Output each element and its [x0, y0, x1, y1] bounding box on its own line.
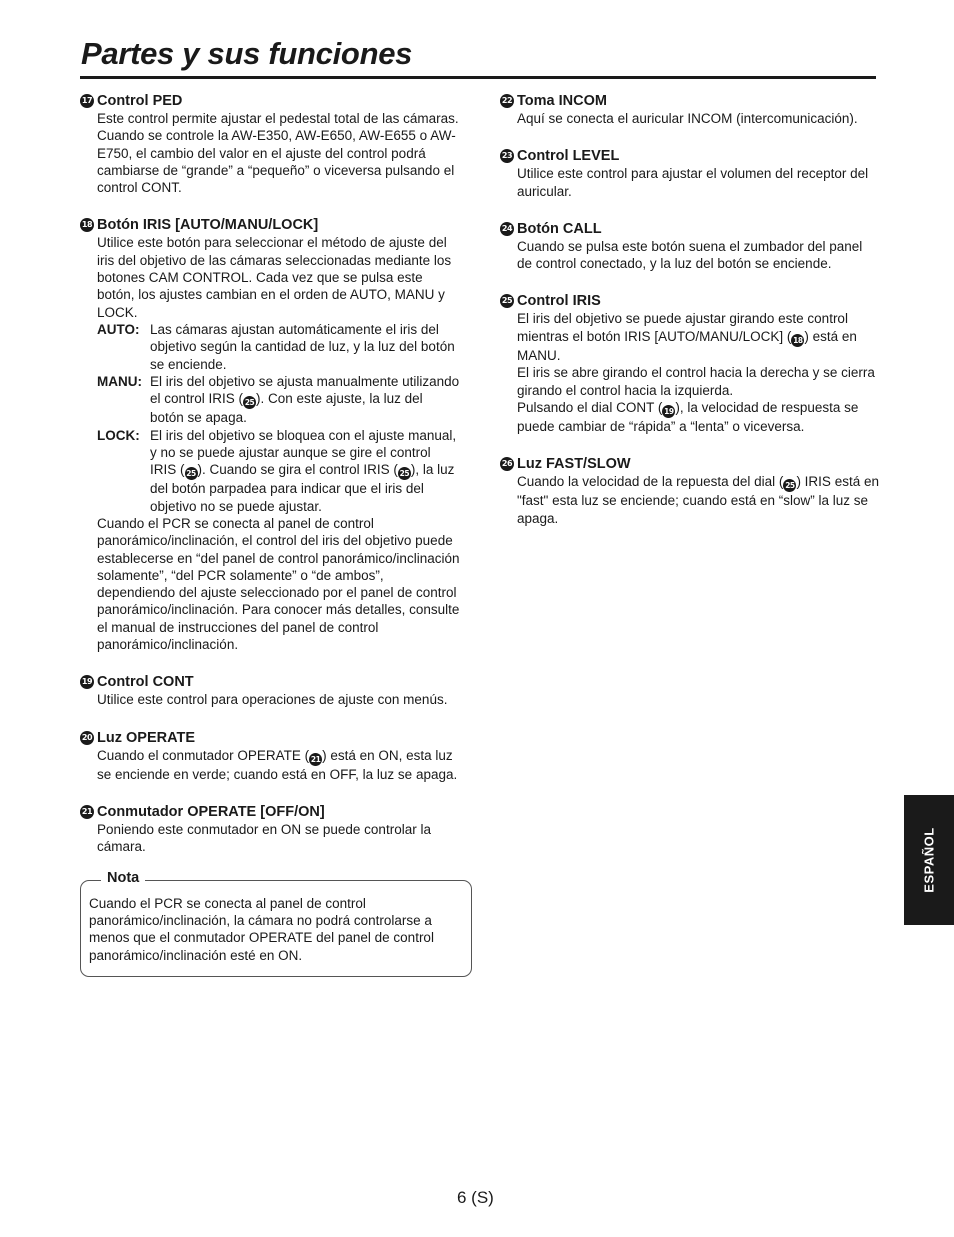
section-heading [80, 729, 460, 747]
text-fragment: ) está en ON, esta luz se enciende en verde; cuando está en OFF, la luz se apaga. [97, 747, 458, 782]
section-heading [500, 147, 880, 165]
paragraph [97, 747, 460, 783]
text-fragment: ) está en MANU. [517, 328, 857, 363]
paragraph: Utilice este control para operaciones de ajuste con menús. [97, 692, 448, 708]
paragraph: Cuando se pulsa este botón suena el zumbador del panel de control conectado, y la luz del botón se enciende. [517, 238, 863, 272]
reference-badge: 18 [791, 334, 804, 347]
page-title: Partes y sus funciones [81, 36, 413, 71]
section-body [80, 821, 460, 856]
heading-text: Botón CALL [517, 220, 602, 237]
paragraph: Cuando se controle la AW-E350, AW-E650, AW-E655 o AW-E750, el cambio del valor en el ajuste del control podrá cambiarse de “grande” a “pequeño” o viceversa pulsando el control CONT. [97, 128, 456, 196]
paragraph [517, 399, 880, 435]
item-number-badge: 23 [500, 149, 514, 163]
section-heading [500, 220, 880, 238]
section-body [500, 110, 880, 127]
item-number-badge: 26 [500, 457, 514, 471]
definition-lock [97, 427, 460, 515]
section-body [80, 110, 460, 196]
definition-desc: Las cámaras ajustan automáticamente el iris del objetivo según la cantidad de luz, y la luz del botón se enciende. [150, 321, 455, 372]
section-luz-fast-slow [500, 455, 880, 527]
text-fragment: ), la velocidad de respuesta se puede cambiar de “rápida” a “lenta” o viceversa. [517, 399, 859, 434]
item-number-badge: 21 [80, 805, 94, 819]
section-body [80, 691, 460, 708]
heading-text: Control LEVEL [517, 148, 620, 165]
section-heading [500, 92, 880, 110]
text-fragment: El iris del objetivo se puede ajustar girando este control mientras el botón IRIS [AUTO/MANU/LOCK] ( [517, 311, 848, 344]
paragraph: Utilice este botón para seleccionar el método de ajuste del iris del objetivo de las cámaras seleccionadas mediante los botones CAM CONTROL. Cada vez que se pulsa este botón, los ajustes cambian en el orden de AUTO, MANU y LOCK. [97, 235, 452, 320]
section-body [500, 165, 880, 200]
section-body [500, 238, 880, 273]
section-conmutador-operate [80, 803, 460, 856]
heading-text: Conmutador OPERATE [OFF/ON] [97, 804, 325, 821]
item-number-badge: 17 [80, 94, 94, 108]
section-luz-operate [80, 729, 460, 783]
section-heading [500, 292, 880, 310]
paragraph: Aquí se conecta el auricular INCOM (intercomunicación). [517, 111, 858, 126]
reference-badge: 25 [783, 479, 796, 492]
note-text: Cuando el PCR se conecta al panel de control panorámico/inclinación, la cámara no podrá controlarse a menos que el conmutador OPERATE del panel de control panorámico/inclinación esté en ON. [89, 895, 434, 963]
section-control-ped [80, 92, 460, 196]
item-number-badge: 19 [80, 675, 94, 689]
definition-desc [150, 373, 460, 427]
heading-text: Botón IRIS [AUTO/MANU/LOCK] [97, 217, 319, 234]
note-label: Nota [101, 870, 145, 887]
heading-text: Control IRIS [517, 293, 601, 310]
section-boton-call [500, 220, 880, 273]
section-body [80, 234, 460, 653]
section-heading [80, 92, 460, 110]
section-control-cont [80, 673, 460, 708]
section-toma-incom [500, 92, 880, 127]
definition-desc [150, 427, 460, 515]
section-body [500, 473, 880, 527]
definition-term: MANU: [97, 373, 142, 389]
section-control-level [500, 147, 880, 200]
section-heading [80, 673, 460, 691]
note-box [80, 869, 472, 977]
text-fragment: ). Con este ajuste, la luz del botón se apaga. [150, 391, 423, 426]
definition-term: LOCK: [97, 427, 140, 443]
title-rule [80, 76, 876, 79]
item-number-badge: 25 [500, 294, 514, 308]
section-heading [500, 455, 880, 473]
section-body [80, 747, 460, 783]
text-fragment: Cuando la velocidad de la repuesta del dial ( [517, 474, 784, 490]
heading-text: Luz FAST/SLOW [517, 456, 631, 473]
heading-text: Toma INCOM [517, 93, 607, 109]
definition-manu [97, 373, 460, 427]
paragraph: Cuando el PCR se conecta al panel de control panorámico/inclinación, el control del iris del objetivo puede establecerse en “del panel de control panorámico/inclinación solamente”, “del PCR solamente” o “de ambos”, dependiendo del ajuste seleccionado por el panel de control panorámico/inclinación. Para conocer más detalles, consulte el manual de instrucciones del panel de control panorámico/inclinación. [97, 515, 460, 652]
section-body [500, 310, 880, 435]
section-control-iris [500, 292, 880, 435]
text-fragment: ). Cuando se gira el control IRIS ( [197, 462, 398, 478]
definition-auto [97, 321, 460, 373]
item-number-badge: 22 [500, 94, 514, 108]
text-fragment: ), la luz del botón parpadea para indicar que el iris del objetivo no se puede ajustar. [150, 462, 455, 514]
definition-term: AUTO: [97, 321, 140, 337]
text-fragment: El iris del objetivo se bloquea con el ajuste manual, y no se puede ajustar aunque se gire el control IRIS ( [150, 427, 457, 478]
paragraph: Este control permite ajustar el pedestal total de las cámaras. [97, 111, 459, 126]
right-column [500, 92, 880, 547]
paragraph [517, 310, 880, 364]
language-tab [904, 795, 954, 925]
paragraph [517, 473, 880, 527]
heading-text: Luz OPERATE [97, 729, 196, 746]
text-fragment: Cuando el conmutador OPERATE ( [97, 747, 310, 763]
section-heading [80, 216, 460, 234]
paragraph: Utilice este control para ajustar el volumen del receptor del auricular. [517, 166, 869, 199]
section-boton-iris [80, 216, 460, 653]
item-number-badge: 24 [500, 222, 514, 236]
item-number-badge: 20 [80, 731, 94, 745]
section-heading [80, 803, 460, 821]
page-number: 6 (S) [457, 1188, 494, 1207]
left-column [80, 92, 460, 977]
heading-text: Control CONT [97, 674, 194, 691]
reference-badge: 25 [185, 467, 198, 480]
reference-badge: 21 [309, 753, 322, 766]
text-fragment: ) IRIS está en "fast" esta luz se enciende; cuando está en “slow” la luz se apaga. [517, 474, 879, 526]
text-fragment: Pulsando el dial CONT ( [517, 399, 663, 415]
text-fragment: El iris del objetivo se ajusta manualmente utilizando el control IRIS ( [150, 373, 460, 407]
reference-badge: 19 [662, 405, 675, 418]
reference-badge: 25 [243, 396, 256, 409]
language-tab-label: ESPAÑOL [921, 827, 937, 893]
heading-text: Control PED [97, 93, 183, 109]
paragraph: Poniendo este conmutador en ON se puede controlar la cámara. [97, 822, 431, 855]
reference-badge: 25 [398, 467, 411, 480]
item-number-badge: 18 [80, 218, 94, 232]
paragraph: El iris se abre girando el control hacia la derecha y se cierra girando el control hacia la izquierda. [517, 365, 875, 398]
